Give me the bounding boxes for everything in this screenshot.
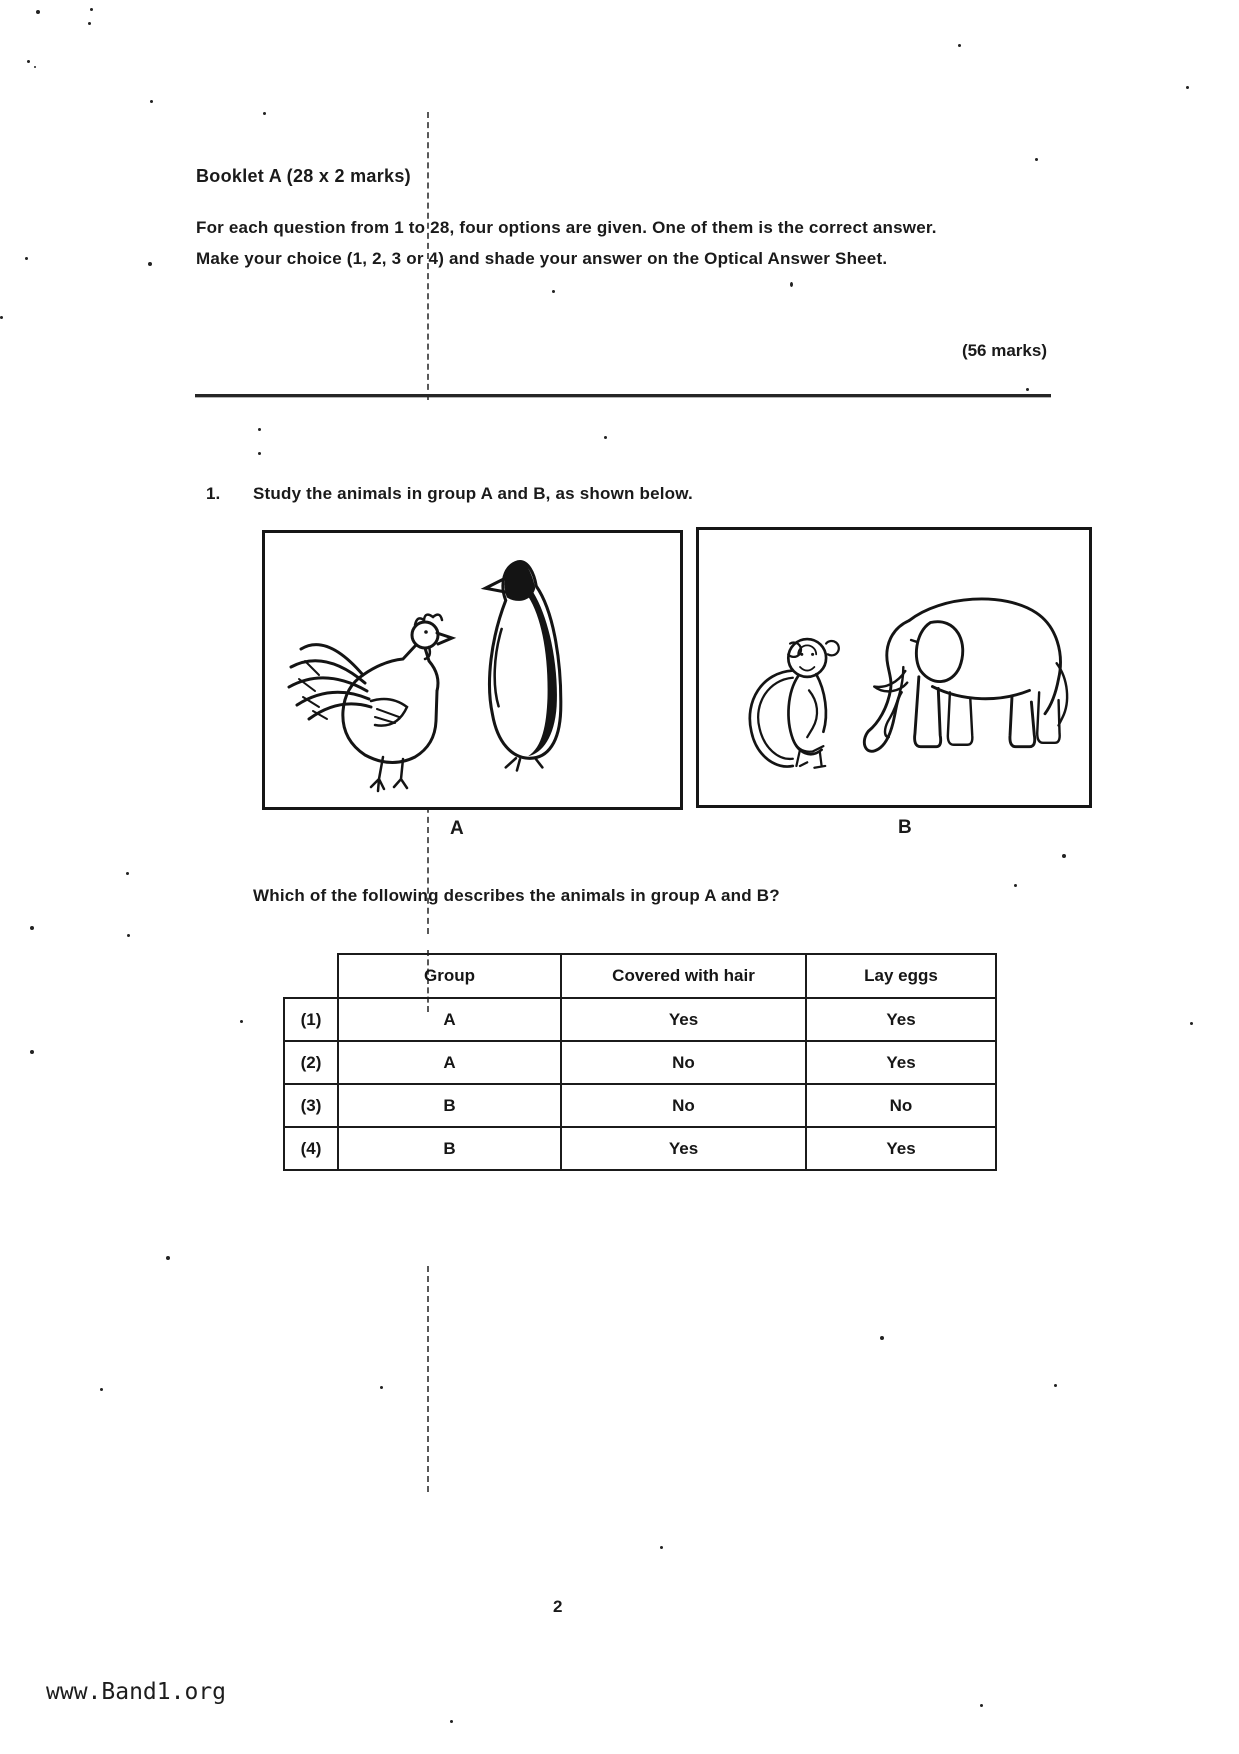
noise-speck [88,22,91,25]
cell-covered-with-hair: Yes [561,1127,806,1170]
noise-speck [25,257,28,260]
cell-group: B [338,1084,561,1127]
cell-group: B [338,1127,561,1170]
noise-speck [258,428,261,431]
noise-speck [980,1704,983,1707]
noise-speck [1035,158,1038,161]
noise-speck [450,1720,453,1723]
question-prompt: Study the animals in group A and B, as shown below. [253,484,693,503]
noise-speck [1190,1022,1193,1025]
marks-note: (56 marks) [961,341,1047,360]
cell-lay-eggs: No [806,1084,996,1127]
noise-speck [1026,388,1029,391]
cell-covered-with-hair: No [561,1041,806,1084]
noise-speck [126,872,129,875]
group-b-label: B [898,817,912,838]
cell-lay-eggs: Yes [806,1041,996,1084]
noise-speck [1014,884,1017,887]
noise-speck [380,1386,383,1389]
table-row-option-4 [284,1127,996,1170]
hen-illustration [279,583,469,798]
noise-speck [880,1336,884,1340]
col-header-lay-eggs: Lay eggs [806,954,996,998]
section-divider-line [195,394,1051,397]
noise-speck [34,66,36,68]
noise-speck [30,926,34,930]
option-number: (4) [284,1127,338,1170]
page-number: 2 [553,1597,563,1616]
noise-speck [1062,854,1066,858]
noise-speck [790,282,793,287]
cell-lay-eggs: Yes [806,1127,996,1170]
noise-speck [240,1020,243,1023]
question-sub-prompt: Which of the following describes the animals in group A and B? [253,886,780,905]
table-row-option-2 [284,1041,996,1084]
noise-speck [1186,86,1189,89]
noise-speck [27,60,30,63]
instructions-line-2: Make your choice (1, 2, 3 or 4) and shade your answer on the Optical Answer Sheet. [196,249,888,268]
noise-speck [660,1546,663,1549]
penguin-illustration [465,543,577,778]
option-number: (1) [284,998,338,1041]
noise-speck [958,44,961,47]
noise-speck [150,100,153,103]
noise-speck [258,452,261,455]
answer-options-table [283,953,997,1171]
noise-speck [0,316,3,319]
watermark-url: www.Band1.org [46,1679,227,1705]
noise-speck [30,1050,34,1054]
figure-box-group-b [696,527,1092,808]
question-number: 1. [206,484,221,503]
option-number: (2) [284,1041,338,1084]
booklet-title: Booklet A (28 x 2 marks) [196,166,411,186]
noise-speck [100,1388,103,1391]
cell-lay-eggs: Yes [806,998,996,1041]
cell-group: A [338,1041,561,1084]
group-a-label: A [450,818,464,839]
table-corner-spacer [284,954,338,998]
noise-speck [552,290,555,293]
noise-speck [1054,1384,1057,1387]
noise-speck [263,112,266,115]
cell-covered-with-hair: Yes [561,998,806,1041]
elephant-illustration [849,566,1077,778]
noise-speck [166,1256,170,1260]
noise-speck [148,262,152,266]
noise-speck [127,934,130,937]
noise-speck [36,10,40,14]
col-header-group: Group [338,954,561,998]
cell-covered-with-hair: No [561,1084,806,1127]
noise-speck [90,8,93,11]
table-header-row [284,954,996,998]
noise-speck [604,436,607,439]
instructions-line-1: For each question from 1 to 28, four options are given. One of them is the correct answer. [196,218,937,237]
option-number: (3) [284,1084,338,1127]
table-row-option-3 [284,1084,996,1127]
fold-line-segment [427,1266,429,1492]
table-row-option-1 [284,998,996,1041]
col-header-covered-with-hair: Covered with hair [561,954,806,998]
figure-box-group-a [262,530,683,810]
cell-group: A [338,998,561,1041]
